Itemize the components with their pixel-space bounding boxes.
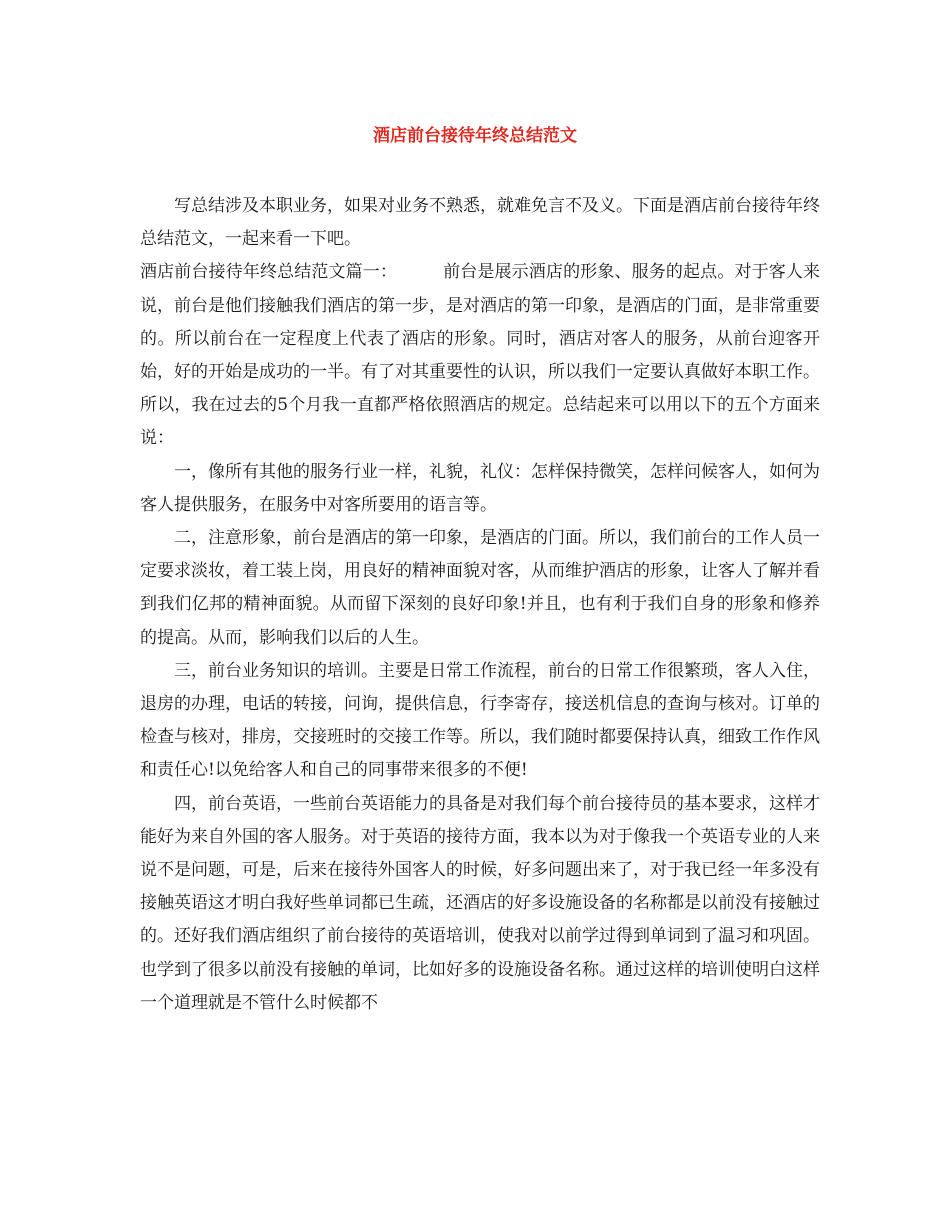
document-body (140, 190, 820, 1020)
point1-paragraph: 一，像所有其他的服务行业一样，礼貌，礼仪：怎样保持微笑，怎样问候客人，如何为客人提供服务，在服务中对客所要用的语言等。 (140, 461, 820, 515)
part1-label: 酒店前台接待年终总结范文篇一： (140, 262, 398, 283)
point2-paragraph: 二，注意形象，前台是酒店的第一印象，是酒店的门面。所以，我们前台的工作人员一定要求淡妆，着工装上岗，用良好的精神面貌对客，从而维护酒店的形象，让客人了解并看到我们亿邦的精神面貌。从而留下深刻的良好印象!并且，也有利于我们自身的形象和修养的提高。从而，影响我们以后的人生。 (140, 528, 820, 648)
part1-paragraph (140, 256, 820, 455)
point3-paragraph: 三，前台业务知识的培训。主要是日常工作流程，前台的日常工作很繁琐，客人入住，退房的办理，电话的转接，问询，提供信息，行李寄存，接送机信息的查询与核对。订单的检查与核对，排房，交接班时的交接工作等。所以，我们随时都要保持认真，细致工作作风和责任心!以免给客人和自己的同事带来很多的不便! (140, 660, 820, 781)
intro-paragraph: 写总结涉及本职业务，如果对业务不熟悉，就难免言不及义。下面是酒店前台接待年终总结范文，一起来看一下吧。 (140, 196, 820, 250)
document-title: 酒店前台接待年终总结范文 (373, 126, 577, 146)
part1-text: 前台是展示酒店的形象、服务的起点。对于客人来说，前台是他们接触我们酒店的第一步，是对酒店的第一印象，是酒店的门面，是非常重要的。所以前台在一定程度上代表了酒店的形象。同时，酒店对客人的服务，从前台迎客开始，好的开始是成功的一半。有了对其重要性的认识，所以我们一定要认真做好本职工作。 所以，我在过去的5个月我一直都严格依照酒店的规定。总结起来可以用以下的五个方面来说： (140, 262, 821, 449)
point4-paragraph: 四，前台英语，一些前台英语能力的具备是对我们每个前台接待员的基本要求，这样才能好为来自外国的客人服务。对于英语的接待方面，我本以为对于像我一个英语专业的人来说不是问题，可是，后来在接待外国客人的时候，好多问题出来了，对于我已经一年多没有接触英语这才明白我好些单词都已生疏，还酒店的好多设施设备的名称都是以前没有接触过的。还好我们酒店组织了前台接待的英语培训，使我对以前学过得到单词到了温习和巩固。也学到了很多以前没有接触的单词，比如好多的设施设备名称。通过这样的培训使明白这样一个道理就是不管什么时候都不 (140, 793, 820, 1013)
